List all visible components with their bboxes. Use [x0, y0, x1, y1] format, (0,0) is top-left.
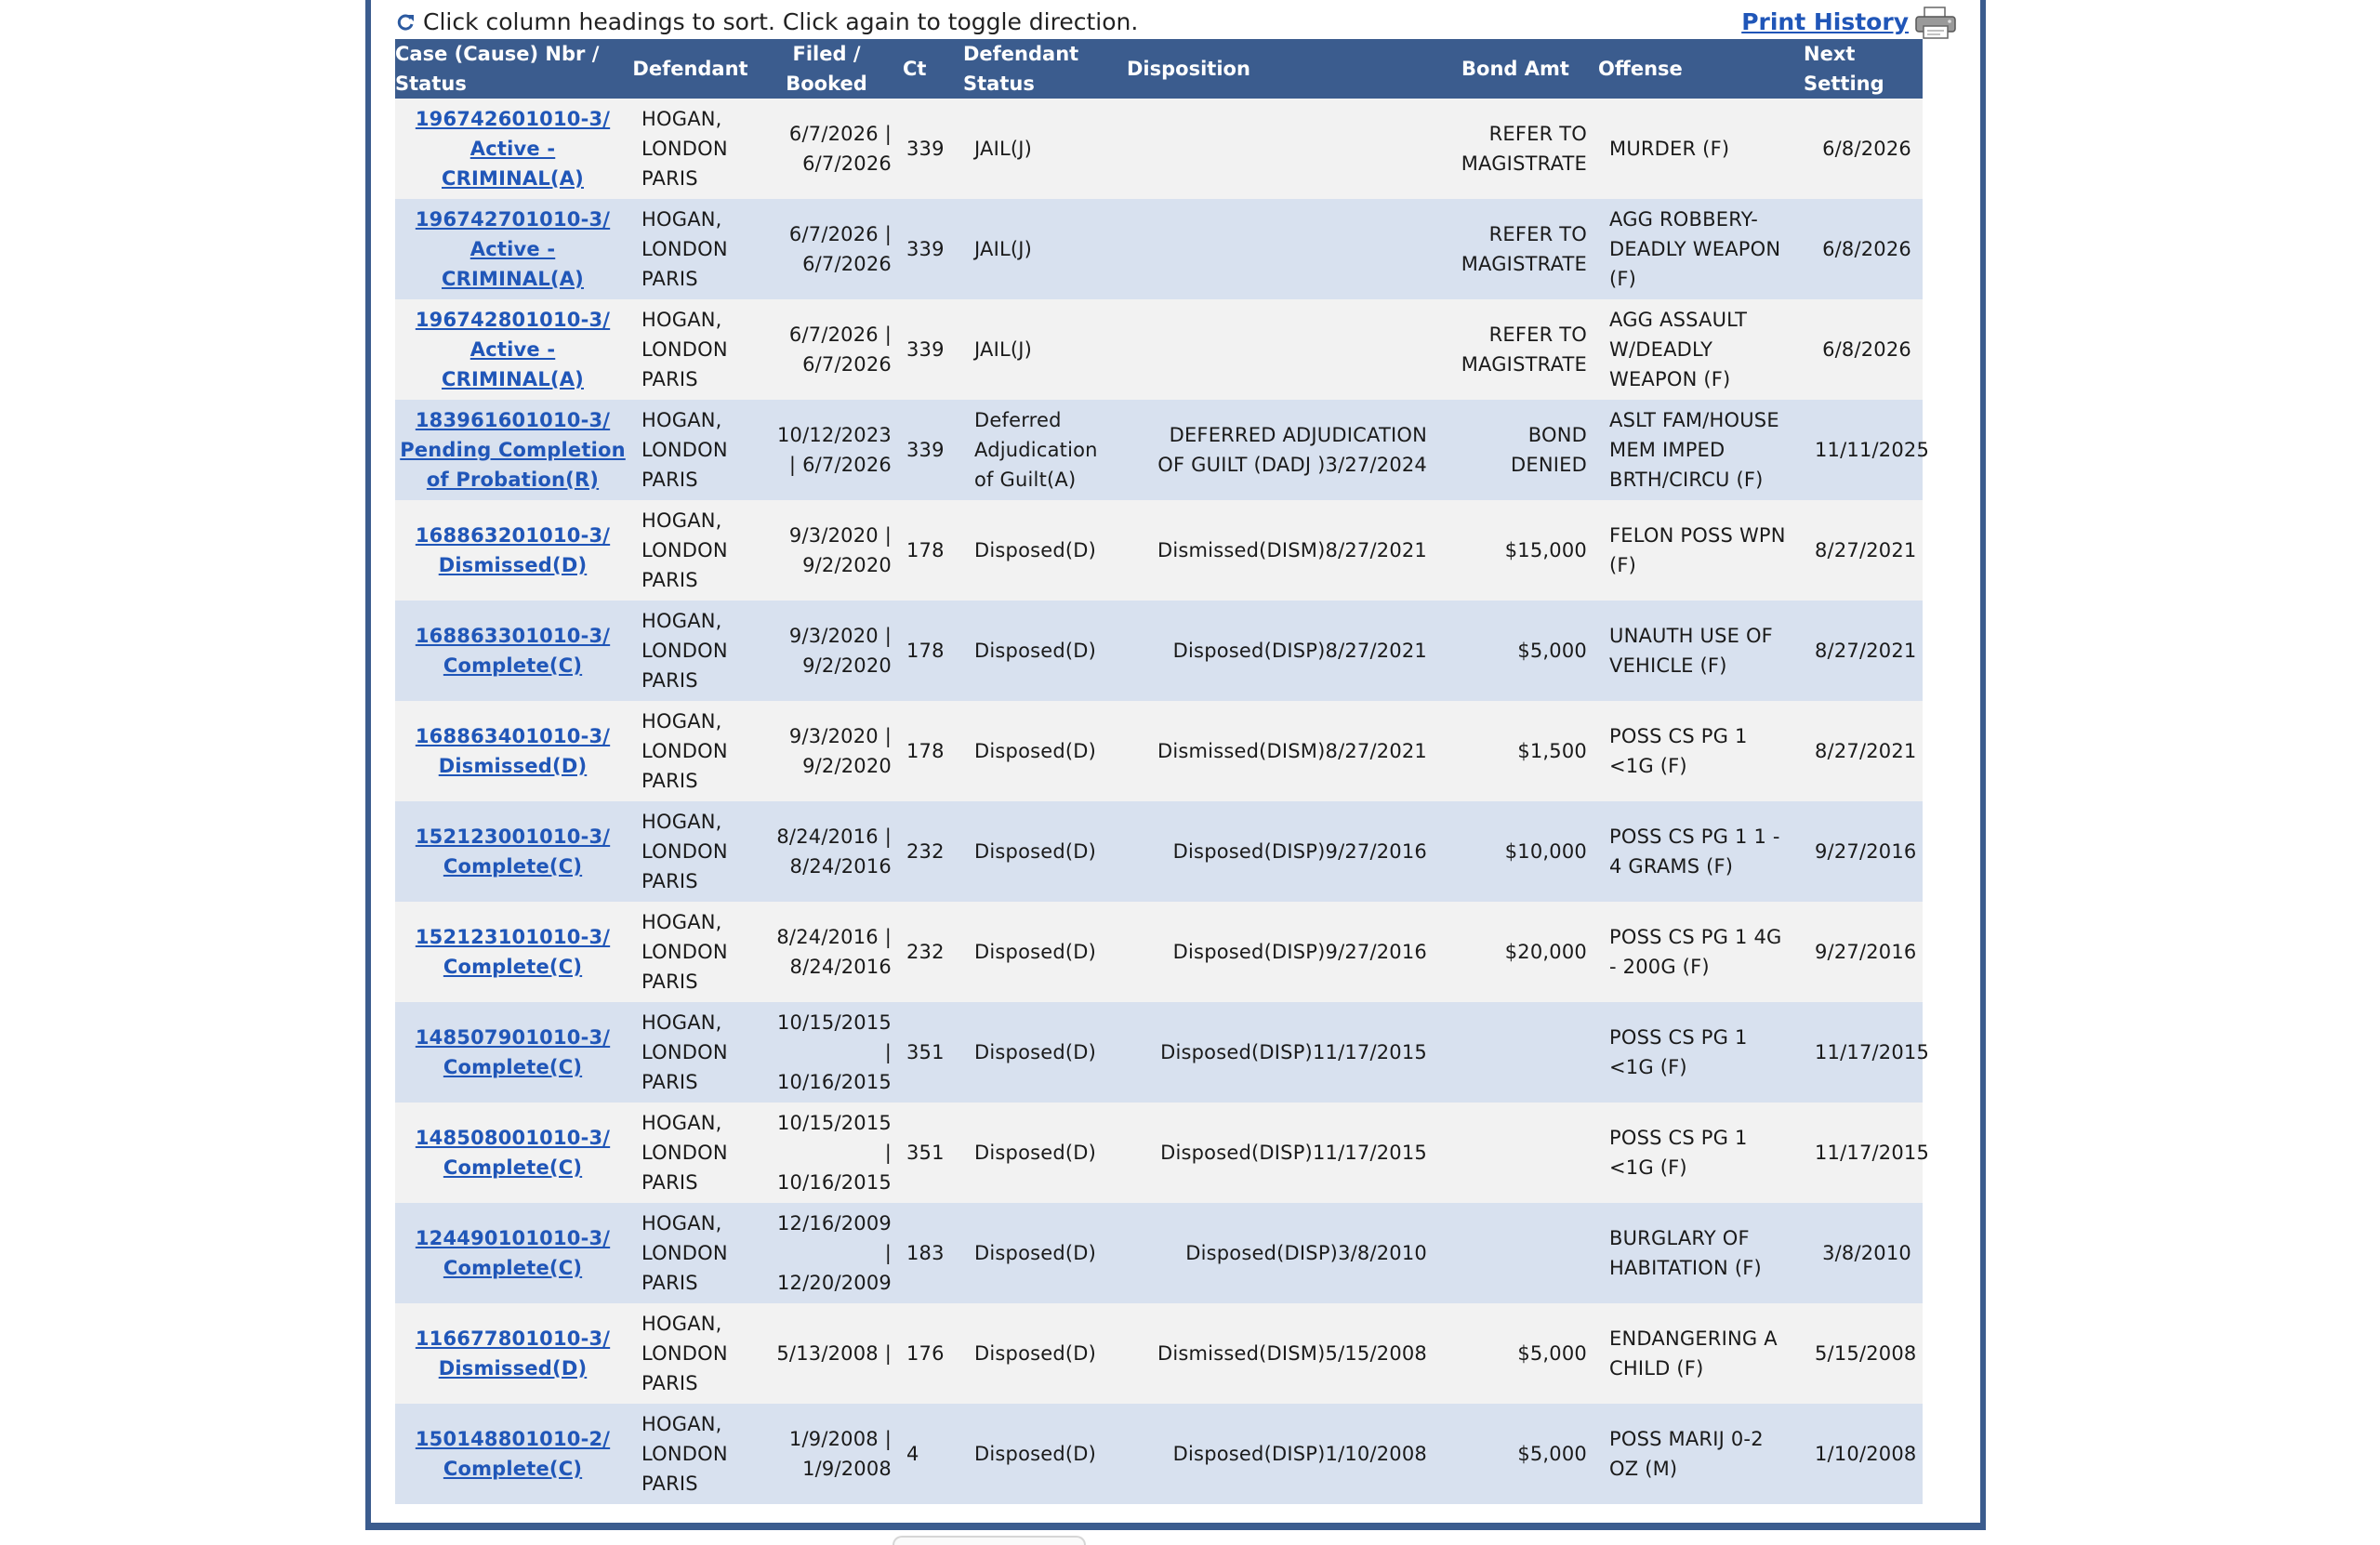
table-row: [395, 1103, 1923, 1203]
filed-booked-cell: 9/3/2020 | 9/2/2020: [756, 601, 903, 701]
offense-cell: MURDER (F): [1598, 99, 1804, 199]
court-cell: 232: [903, 801, 963, 902]
col-header-offense[interactable]: Offense: [1598, 39, 1804, 99]
case-cell: [395, 601, 630, 701]
col-header-ct[interactable]: Ct: [903, 39, 963, 99]
case-number-link[interactable]: 116677801010-3/ Dismissed(D): [415, 1327, 611, 1380]
sort-hint: Click column headings to sort. Click again to toggle direction.: [423, 8, 1139, 35]
filed-booked-cell: 1/9/2008 | 1/9/2008: [756, 1404, 903, 1504]
bond-amount-cell: $15,000: [1438, 500, 1598, 601]
defendant-cell: HOGAN, LONDON PARIS: [630, 902, 756, 1002]
table-row: [395, 701, 1923, 801]
filed-booked-cell: 10/15/2015 | 10/16/2015: [756, 1103, 903, 1203]
filed-booked-cell: 9/3/2020 | 9/2/2020: [756, 500, 903, 601]
case-number-link[interactable]: 196742801010-3/ Active - CRIMINAL(A): [415, 309, 611, 390]
case-cell: [395, 99, 630, 199]
filed-booked-cell: 8/24/2016 | 8/24/2016: [756, 902, 903, 1002]
toolbar: [395, 6, 1957, 39]
col-header-filed[interactable]: Filed / Booked: [756, 39, 903, 99]
court-cell: 232: [903, 902, 963, 1002]
offense-cell: ENDANGERING A CHILD (F): [1598, 1303, 1804, 1404]
filed-booked-cell: 8/24/2016 | 8/24/2016: [756, 801, 903, 902]
defendant-cell: HOGAN, LONDON PARIS: [630, 500, 756, 601]
next-setting-cell: 3/8/2010: [1804, 1203, 1923, 1303]
bond-amount-cell: $1,500: [1438, 701, 1598, 801]
defendant-cell: HOGAN, LONDON PARIS: [630, 199, 756, 299]
court-cell: 178: [903, 701, 963, 801]
disposition-cell: Disposed(DISP)1/10/2008: [1127, 1404, 1438, 1504]
case-number-link[interactable]: 168863201010-3/ Dismissed(D): [415, 524, 611, 576]
court-cell: 351: [903, 1002, 963, 1103]
table-row: [395, 902, 1923, 1002]
case-cell: [395, 801, 630, 902]
offense-cell: AGG ROBBERY-DEADLY WEAPON (F): [1598, 199, 1804, 299]
filed-booked-cell: 5/13/2008 |: [756, 1303, 903, 1404]
filed-booked-cell: 9/3/2020 | 9/2/2020: [756, 701, 903, 801]
defendant-status-cell: JAIL(J): [963, 299, 1127, 400]
bond-amount-cell: $5,000: [1438, 1404, 1598, 1504]
case-history-table: [395, 39, 1930, 1504]
defendant-cell: HOGAN, LONDON PARIS: [630, 99, 756, 199]
filed-booked-cell: 6/7/2026 | 6/7/2026: [756, 99, 903, 199]
case-number-link[interactable]: 168863401010-3/ Dismissed(D): [415, 725, 611, 777]
disposition-cell: Disposed(DISP)3/8/2010: [1127, 1203, 1438, 1303]
next-setting-cell: 11/11/2025: [1804, 400, 1923, 500]
offense-cell: POSS CS PG 1 1 - 4 GRAMS (F): [1598, 801, 1804, 902]
next-setting-cell: 11/17/2015: [1804, 1103, 1923, 1203]
defendant-cell: HOGAN, LONDON PARIS: [630, 601, 756, 701]
table-row: [395, 99, 1923, 199]
table-row: [395, 199, 1923, 299]
offense-cell: ASLT FAM/HOUSE MEM IMPED BRTH/CIRCU (F): [1598, 400, 1804, 500]
case-number-link[interactable]: 150148801010-2/ Complete(C): [415, 1428, 611, 1480]
defendant-cell: HOGAN, LONDON PARIS: [630, 299, 756, 400]
case-number-link[interactable]: 148507901010-3/ Complete(C): [415, 1026, 611, 1078]
col-header-defendant[interactable]: Defendant: [630, 39, 756, 99]
disposition-cell: [1127, 99, 1438, 199]
filed-booked-cell: 10/15/2015 | 10/16/2015: [756, 1002, 903, 1103]
print-area: [1741, 6, 1957, 39]
table-row: [395, 1404, 1923, 1504]
case-cell: [395, 1002, 630, 1103]
disposition-cell: Dismissed(DISM)5/15/2008: [1127, 1303, 1438, 1404]
disposition-cell: Dismissed(DISM)8/27/2021: [1127, 500, 1438, 601]
case-cell: [395, 299, 630, 400]
case-cell: [395, 1203, 630, 1303]
defendant-status-cell: Disposed(D): [963, 1203, 1127, 1303]
defendant-status-cell: Disposed(D): [963, 701, 1127, 801]
defendant-status-cell: Disposed(D): [963, 902, 1127, 1002]
bond-amount-cell: [1438, 1103, 1598, 1203]
table-row: [395, 801, 1923, 902]
court-cell: 176: [903, 1303, 963, 1404]
court-cell: 178: [903, 601, 963, 701]
col-header-bond[interactable]: Bond Amt: [1438, 39, 1598, 99]
bottom-tab[interactable]: [892, 1536, 1086, 1545]
bond-amount-cell: REFER TO MAGISTRATE: [1438, 299, 1598, 400]
court-cell: 339: [903, 299, 963, 400]
defendant-cell: HOGAN, LONDON PARIS: [630, 1203, 756, 1303]
defendant-status-cell: JAIL(J): [963, 199, 1127, 299]
bond-amount-cell: $10,000: [1438, 801, 1598, 902]
court-cell: 339: [903, 400, 963, 500]
filed-booked-cell: 12/16/2009 | 12/20/2009: [756, 1203, 903, 1303]
defendant-cell: HOGAN, LONDON PARIS: [630, 400, 756, 500]
offense-cell: POSS MARIJ 0-2 OZ (M): [1598, 1404, 1804, 1504]
defendant-cell: HOGAN, LONDON PARIS: [630, 701, 756, 801]
next-setting-cell: 1/10/2008: [1804, 1404, 1923, 1504]
next-setting-cell: 11/17/2015: [1804, 1002, 1923, 1103]
print-history-link[interactable]: Print History: [1741, 8, 1909, 35]
case-number-link[interactable]: 148508001010-3/ Complete(C): [415, 1127, 611, 1179]
defendant-cell: HOGAN, LONDON PARIS: [630, 1303, 756, 1404]
offense-cell: FELON POSS WPN (F): [1598, 500, 1804, 601]
bond-amount-cell: [1438, 1203, 1598, 1303]
table-row: [395, 1203, 1923, 1303]
case-cell: [395, 199, 630, 299]
offense-cell: POSS CS PG 1 <1G (F): [1598, 1002, 1804, 1103]
disposition-cell: Disposed(DISP)11/17/2015: [1127, 1103, 1438, 1203]
next-setting-cell: 6/8/2026: [1804, 199, 1923, 299]
offense-cell: AGG ASSAULT W/DEADLY WEAPON (F): [1598, 299, 1804, 400]
filed-booked-cell: 6/7/2026 | 6/7/2026: [756, 199, 903, 299]
disposition-cell: [1127, 199, 1438, 299]
col-header-disposition[interactable]: Disposition: [1127, 39, 1438, 99]
offense-cell: POSS CS PG 1 4G - 200G (F): [1598, 902, 1804, 1002]
col-header-next-setting[interactable]: Next Setting: [1804, 39, 1923, 99]
disposition-cell: DEFERRED ADJUDICATION OF GUILT (DADJ )3/27/2024: [1127, 400, 1438, 500]
next-setting-cell: 8/27/2021: [1804, 500, 1923, 601]
disposition-cell: Dismissed(DISM)8/27/2021: [1127, 701, 1438, 801]
court-cell: 183: [903, 1203, 963, 1303]
disposition-cell: Disposed(DISP)9/27/2016: [1127, 902, 1438, 1002]
defendant-cell: HOGAN, LONDON PARIS: [630, 1103, 756, 1203]
next-setting-cell: 9/27/2016: [1804, 801, 1923, 902]
defendant-status-cell: Disposed(D): [963, 1303, 1127, 1404]
offense-cell: BURGLARY OF HABITATION (F): [1598, 1203, 1804, 1303]
case-cell: [395, 400, 630, 500]
case-number-link[interactable]: 152123001010-3/ Complete(C): [415, 825, 611, 878]
defendant-cell: HOGAN, LONDON PARIS: [630, 1404, 756, 1504]
case-cell: [395, 1404, 630, 1504]
case-number-link[interactable]: 183961601010-3/ Pending Completion of Probation(R): [400, 409, 626, 491]
table-body: [395, 99, 1930, 1504]
defendant-cell: HOGAN, LONDON PARIS: [630, 801, 756, 902]
defendant-status-cell: Disposed(D): [963, 601, 1127, 701]
table-row: [395, 1303, 1923, 1404]
case-cell: [395, 500, 630, 601]
case-number-link[interactable]: 196742701010-3/ Active - CRIMINAL(A): [415, 208, 611, 290]
bond-amount-cell: $5,000: [1438, 1303, 1598, 1404]
offense-cell: UNAUTH USE OF VEHICLE (F): [1598, 601, 1804, 701]
next-setting-cell: 8/27/2021: [1804, 601, 1923, 701]
bond-amount-cell: $5,000: [1438, 601, 1598, 701]
case-number-link[interactable]: 196742601010-3/ Active - CRIMINAL(A): [415, 108, 611, 190]
court-cell: 339: [903, 199, 963, 299]
court-cell: 4: [903, 1404, 963, 1504]
defendant-status-cell: Disposed(D): [963, 1404, 1127, 1504]
next-setting-cell: 5/15/2008: [1804, 1303, 1923, 1404]
disposition-cell: [1127, 299, 1438, 400]
offense-cell: POSS CS PG 1 <1G (F): [1598, 1103, 1804, 1203]
table-row: [395, 500, 1923, 601]
disposition-cell: Disposed(DISP)9/27/2016: [1127, 801, 1438, 902]
court-cell: 178: [903, 500, 963, 601]
col-header-case[interactable]: Case (Cause) Nbr / Status: [395, 39, 630, 99]
next-setting-cell: 6/8/2026: [1804, 299, 1923, 400]
table-row: [395, 1002, 1923, 1103]
court-cell: 339: [903, 99, 963, 199]
offense-cell: POSS CS PG 1 <1G (F): [1598, 701, 1804, 801]
printer-icon[interactable]: [1914, 6, 1957, 39]
defendant-cell: HOGAN, LONDON PARIS: [630, 1002, 756, 1103]
bond-amount-cell: $20,000: [1438, 902, 1598, 1002]
defendant-status-cell: Disposed(D): [963, 1103, 1127, 1203]
disposition-cell: Disposed(DISP)11/17/2015: [1127, 1002, 1438, 1103]
next-setting-cell: 6/8/2026: [1804, 99, 1923, 199]
bond-amount-cell: REFER TO MAGISTRATE: [1438, 99, 1598, 199]
court-cell: 351: [903, 1103, 963, 1203]
case-cell: [395, 902, 630, 1002]
bond-amount-cell: BOND DENIED: [1438, 400, 1598, 500]
case-number-link[interactable]: 124490101010-3/ Complete(C): [415, 1227, 611, 1279]
defendant-status-cell: Deferred Adjudication of Guilt(A): [963, 400, 1127, 500]
bond-amount-cell: REFER TO MAGISTRATE: [1438, 199, 1598, 299]
case-number-link[interactable]: 152123101010-3/ Complete(C): [415, 926, 611, 978]
table-header: [395, 39, 1923, 99]
defendant-status-cell: Disposed(D): [963, 500, 1127, 601]
case-cell: [395, 701, 630, 801]
table-row: [395, 601, 1923, 701]
filed-booked-cell: 10/12/2023 | 6/7/2026: [756, 400, 903, 500]
case-number-link[interactable]: 168863301010-3/ Complete(C): [415, 625, 611, 677]
defendant-status-cell: Disposed(D): [963, 1002, 1127, 1103]
filed-booked-cell: 6/7/2026 | 6/7/2026: [756, 299, 903, 400]
defendant-status-cell: JAIL(J): [963, 99, 1127, 199]
refresh-icon[interactable]: [395, 12, 416, 33]
defendant-status-cell: Disposed(D): [963, 801, 1127, 902]
next-setting-cell: 8/27/2021: [1804, 701, 1923, 801]
col-header-defendant-status[interactable]: Defendant Status: [963, 39, 1127, 99]
table-row: [395, 299, 1923, 400]
bond-amount-cell: [1438, 1002, 1598, 1103]
next-setting-cell: 9/27/2016: [1804, 902, 1923, 1002]
disposition-cell: Disposed(DISP)8/27/2021: [1127, 601, 1438, 701]
case-cell: [395, 1103, 630, 1203]
case-cell: [395, 1303, 630, 1404]
table-row: [395, 400, 1923, 500]
